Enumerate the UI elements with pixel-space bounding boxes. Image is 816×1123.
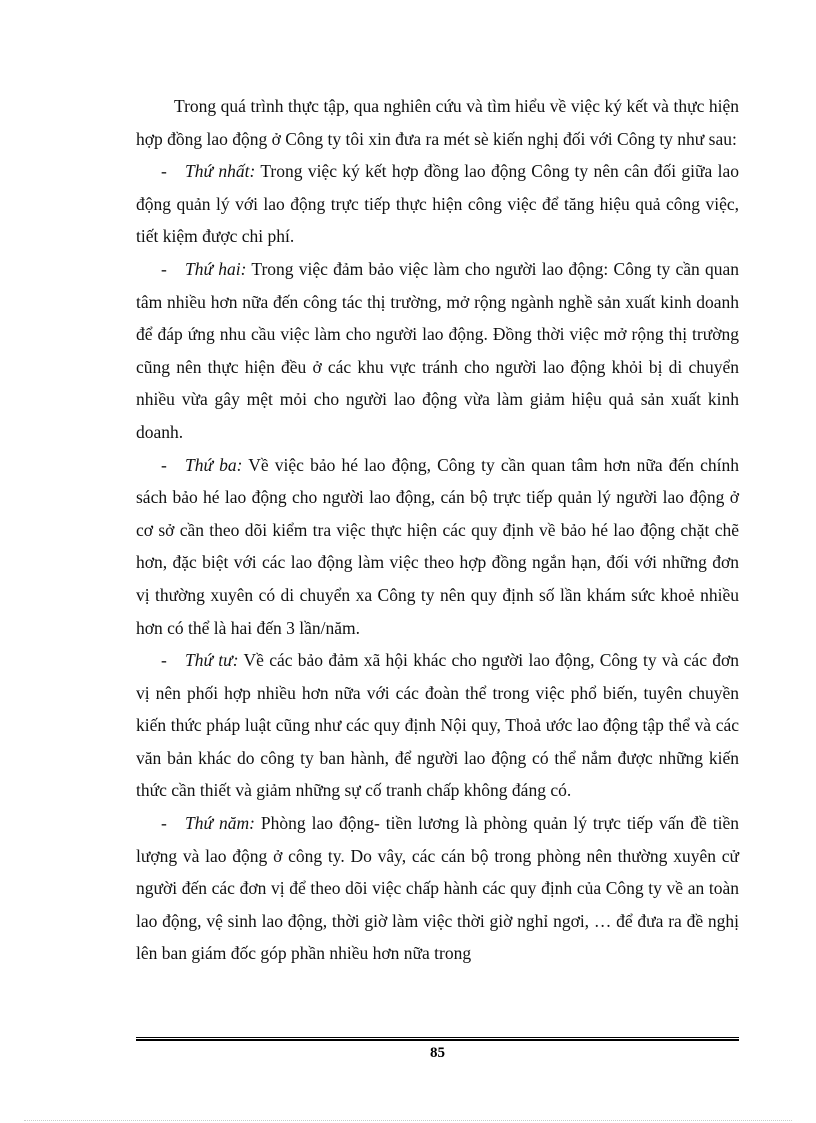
recommendation-4 (136, 644, 739, 807)
item-text: Về việc bảo hé lao động, Công ty cần quan tâm hơn nữa đến chính sách bảo hé lao động cho người lao động, cán bộ trực tiếp quản lý người lao động ở cơ sở cần theo dõi kiểm tra việc thực hiện các quy định về bảo hé lao động chặt chẽ hơn, đặc biệt với các lao động làm việc theo hợp đồng ngắn hạn, đối với những đơn vị thường xuyên có di chuyển xa Công ty nên quy định số lần khám sức khoẻ nhiều hơn có thể là hai đến 3 lần/năm. (136, 454, 739, 638)
recommendation-5 (136, 807, 739, 970)
list-dash: - (161, 813, 167, 834)
recommendation-3 (136, 449, 739, 645)
item-text: Về các bảo đảm xã hội khác cho người lao động, Công ty và các đơn vị nên phối hợp nhiều hơn nữa với các đoàn thể trong việc phổ biến, tuyên chuyền kiến thức pháp luật cũng như các quy định Nội quy, Thoả ước lao động tập thể và các văn bản khác do công ty ban hành, để người lao động có thể nắm được những kiến thức cần thiết và giảm những sự cố tranh chấp không đáng có. (136, 650, 739, 801)
item-label: Thứ nhất: (185, 161, 256, 182)
intro-paragraph: Trong quá trình thực tập, qua nghiên cứu và tìm hiểu về việc ký kết và thực hiện hợp đồng lao động ở Công ty tôi xin đưa ra mét sè kiến nghị đối với Công ty như sau: (136, 96, 739, 149)
footer-divider-thick (136, 1039, 739, 1041)
item-label: Thứ năm: (185, 813, 255, 834)
list-dash: - (161, 454, 167, 475)
footer-divider-thin (136, 1037, 739, 1038)
list-dash: - (161, 258, 167, 279)
item-label: Thứ hai: (185, 258, 247, 279)
item-label: Thứ ba: (185, 454, 243, 475)
list-dash: - (161, 161, 167, 182)
page-number: 85 (430, 1045, 445, 1061)
list-dash: - (161, 650, 167, 671)
body-text (136, 90, 739, 970)
item-text: Phòng lao động- tiền lương là phòng quản lý trực tiếp vấn đề tiền lượng và lao động ở công ty. Do vây, các cán bộ trong phòng nên thường xuyên cử người đến các đơn vị để theo dõi việc chấp hành các quy định của Công ty về an toàn lao động, vệ sinh lao động, thời giờ làm việc thời giờ nghỉ ngơi, … để đưa ra đề nghị lên ban giám đốc góp phần nhiều hơn nữa trong (136, 813, 739, 964)
item-text: Trong việc ký kết hợp đồng lao động Công ty nên cân đối giữa lao động quản lý với lao động trực tiếp thực hiện công việc để tăng hiệu quả công việc, tiết kiệm được chi phí. (136, 161, 739, 247)
page-bottom-edge (24, 1120, 792, 1121)
recommendation-2 (136, 253, 739, 449)
recommendation-1 (136, 155, 739, 253)
item-text: Trong việc đảm bảo việc làm cho người lao động: Công ty cần quan tâm nhiều hơn nữa đến công tác thị trường, mở rộng ngành nghề sản xuất kinh doanh để đáp ứng nhu cầu việc làm cho người lao động. Đồng thời việc mở rộng thị trường cũng nên thực hiện đều ở các khu vực tránh cho người lao động khỏi bị di chuyển nhiều vừa gây mệt mỏi cho người lao động vừa làm giảm hiệu quả sản xuất kinh doanh. (136, 258, 740, 442)
item-label: Thứ tư: (185, 650, 239, 671)
